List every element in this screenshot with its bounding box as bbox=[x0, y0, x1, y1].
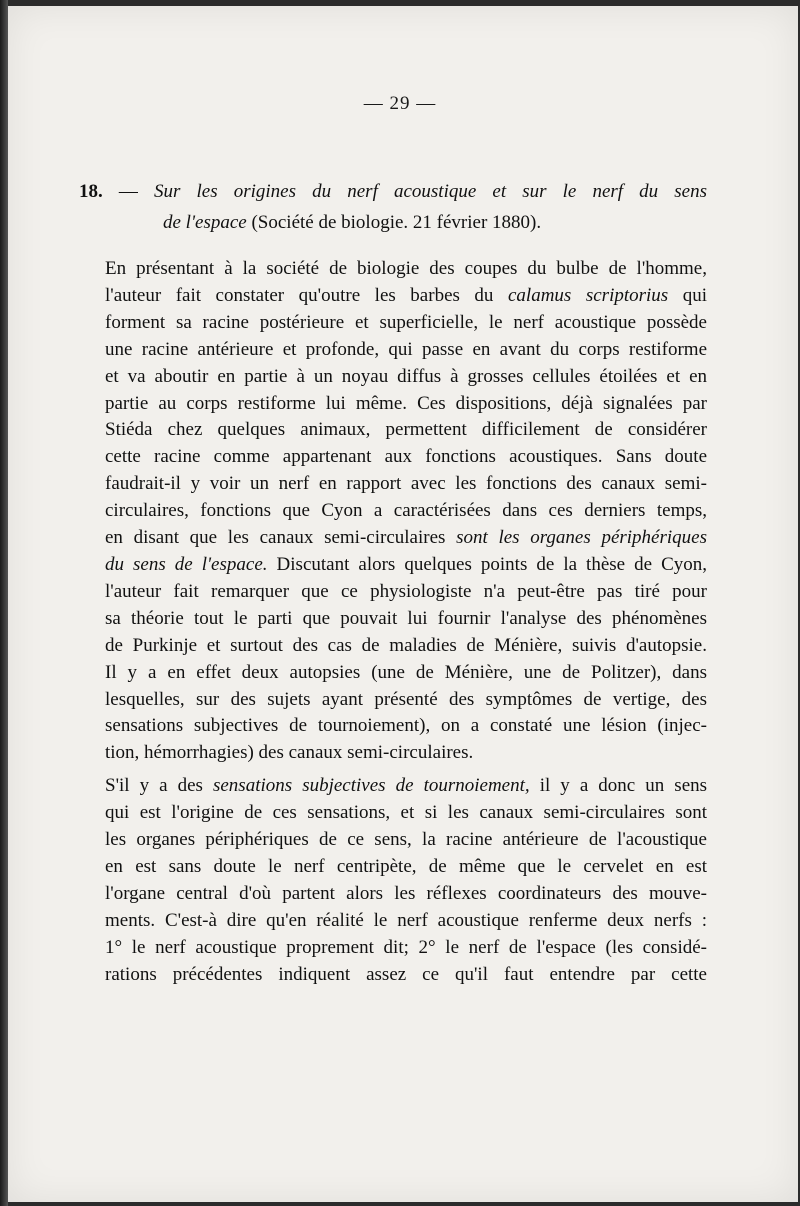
paragraph-1 bbox=[79, 256, 707, 767]
p2-line: 1° le nerf acoustique proprement dit; 2° le nerf de l'espace (les considé- bbox=[105, 936, 707, 958]
heading-line-2 bbox=[79, 207, 707, 238]
body-text bbox=[79, 256, 707, 988]
p1-line: En présentant à la société de biologie des coupes du bulbe de l'homme, bbox=[105, 258, 707, 279]
entry-heading bbox=[79, 176, 707, 238]
p1-line: sa théorie tout le parti que pouvait lui fournir l'analyse des phénomènes bbox=[105, 607, 707, 629]
p1-italic: calamus scriptorius bbox=[507, 284, 669, 306]
paragraph-2 bbox=[79, 773, 707, 988]
p1-text: Discutant alors quelques points de la thèse de Cyon, bbox=[276, 553, 707, 575]
p1-line: tion, hémorrhagies) des canaux semi-circulaires. bbox=[105, 742, 474, 764]
heading-line-1 bbox=[79, 176, 707, 207]
p2-line: en est sans doute le nerf centripète, de même que le cervelet en est bbox=[105, 855, 707, 877]
p1-line: lesquelles, sur des sujets ayant présenté des symptômes de vertige, des bbox=[105, 688, 707, 710]
entry-source: (Société de biologie. 21 février 1880). bbox=[251, 212, 542, 233]
p1-line: partie au corps restiforme lui même. Ces dispositions, déjà signalées par bbox=[105, 392, 707, 414]
p2-line: qui est l'origine de ces sensations, et si les canaux semi-circulaires sont bbox=[105, 802, 707, 824]
entry-title-part-2: de l'espace bbox=[163, 212, 247, 233]
p1-line: Stiéda chez quelques animaux, permettent difficilement de considérer bbox=[105, 419, 707, 441]
p1-line: faudrait-il y voir un nerf en rapport avec les fonctions des canaux semi- bbox=[105, 473, 707, 495]
p2-line: les organes périphériques de ce sens, la racine antérieure de l'acoustique bbox=[105, 829, 707, 851]
p1-line: de Purkinje et surtout des cas de maladies de Ménière, suivis d'autopsie. bbox=[105, 634, 707, 656]
entry-number: 18. bbox=[79, 181, 103, 202]
entry-title-part-1: Sur les origines du nerf acoustique et sur le nerf du sens bbox=[154, 181, 708, 202]
p1-text: l'auteur fait constater qu'outre les barbes du bbox=[105, 284, 494, 306]
p2-line bbox=[79, 773, 707, 800]
p1-text: en disant que les canaux semi-circulaires bbox=[105, 527, 446, 549]
p1-line: Il y a en effet deux autopsies (une de Ménière, une de Politzer), dans bbox=[105, 661, 707, 683]
p2-line: rations précédentes indiquent assez ce qu'il faut entendre par cette bbox=[105, 963, 707, 985]
p1-line: une racine antérieure et profonde, qui passe en avant du corps restiforme bbox=[105, 338, 707, 360]
heading-dash: — bbox=[118, 181, 138, 202]
p1-line: cette racine comme appartenant aux fonctions acoustiques. Sans doute bbox=[105, 446, 707, 468]
p1-line: forment sa racine postérieure et superficielle, le nerf acoustique possède bbox=[105, 311, 707, 333]
page-number: — 29 — bbox=[363, 93, 437, 114]
p2-text: il y a donc un sens bbox=[539, 775, 708, 797]
p1-italic: sont les organes périphériques bbox=[456, 527, 707, 549]
p1-text: qui bbox=[682, 284, 708, 306]
scan-edge-shadow bbox=[0, 0, 8, 1206]
p2-line: l'organe central d'où partent alors les réflexes coordinateurs des mouve- bbox=[105, 882, 707, 904]
p1-line: et va aboutir en partie à un noyau diffus à grosses cellules étoilées et en bbox=[105, 365, 707, 387]
p1-line bbox=[79, 552, 707, 579]
p1-line: l'auteur fait remarquer que ce physiologiste n'a peut-être pas tiré pour bbox=[105, 580, 707, 602]
p1-line: circulaires, fonctions que Cyon a caractérisées dans ces derniers temps, bbox=[105, 500, 707, 522]
p1-line bbox=[79, 283, 707, 310]
p2-line: ments. C'est-à dire qu'en réalité le nerf acoustique renferme deux nerfs : bbox=[105, 909, 707, 931]
p2-text: S'il y a des bbox=[105, 775, 203, 797]
p2-italic: sensations subjectives de tournoiement, bbox=[212, 775, 530, 797]
p1-line: sensations subjectives de tournoiement), on a constaté une lésion (injec- bbox=[105, 715, 707, 737]
p1-italic: du sens de l'espace. bbox=[105, 553, 268, 575]
p1-line bbox=[79, 525, 707, 552]
